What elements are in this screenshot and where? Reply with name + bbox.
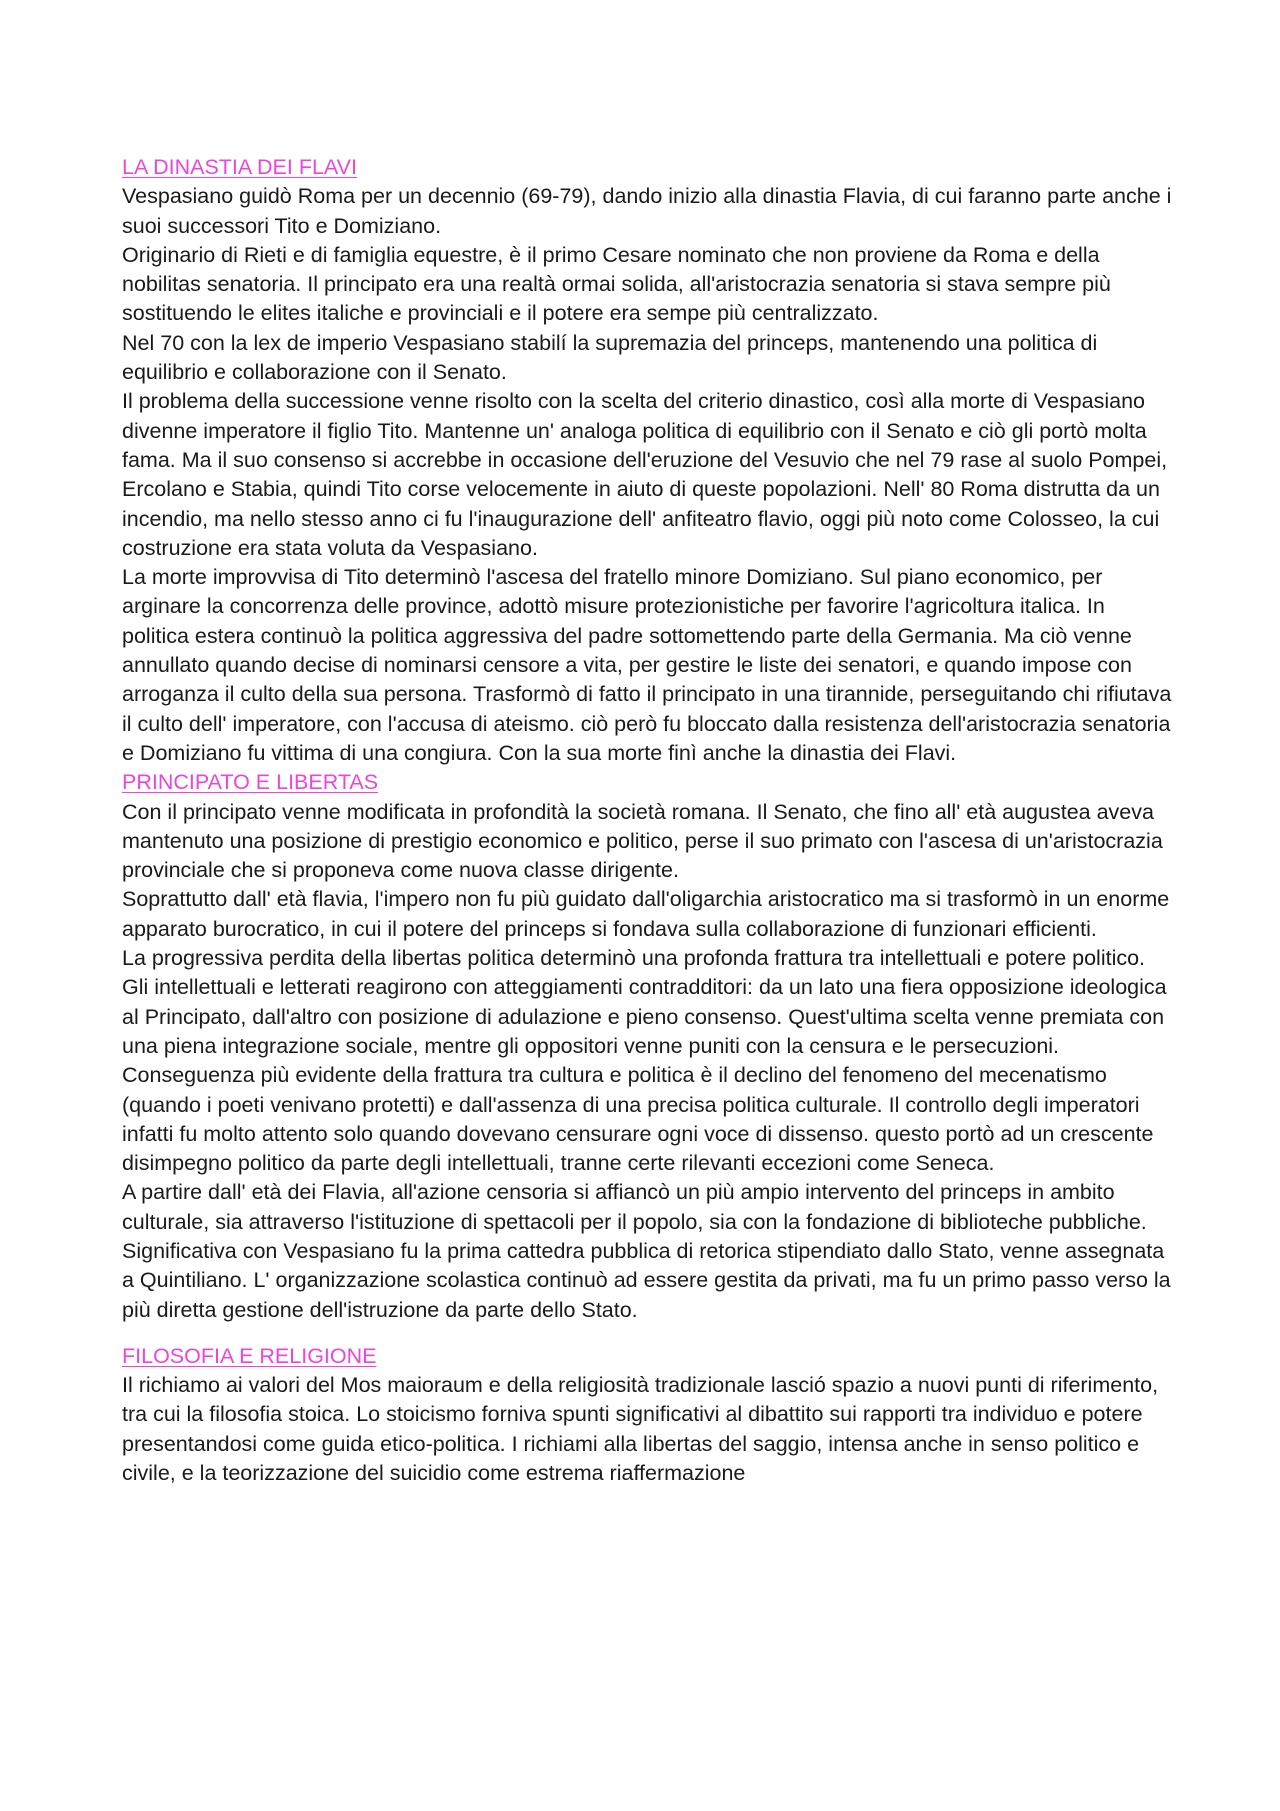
paragraph: Nel 70 con la lex de imperio Vespasiano stabilí la supremazia del princeps, mantenendo una politica di equilibrio e collaborazione con il Senato.	[122, 330, 1098, 385]
paragraph: Il problema della successione venne risolto con la scelta del criterio dinastico, così alla morte di Vespasiano divenne imperatore il figlio Tito. Mantenne un' analoga politica di equilibrio con il Senato e ciò gli portò molta fama. Ma il suo consenso si accrebbe in occasione dell'eruzione del Vesuvio che nel 79 rase al suolo Pompei, Ercolano e Stabia, quindi Tito corse velocemente in aiuto di queste popolazioni. Nell' 80 Roma distrutta da un incendio, ma nello stesso anno ci fu l'inaugurazione dell' anfiteatro flavio, oggi più noto come Colosseo, la cui costruzione era stata voluta da Vespasiano.	[122, 389, 1168, 560]
paragraph: A partire dall' età dei Flavia, all'azione censoria si affiancò un più ampio intervento del princeps in ambito culturale, sia attraverso l'istituzione di spettacoli per il popolo, sia con la fondazione di biblioteche pubbliche.	[122, 1180, 1147, 1234]
paragraph: Con il principato venne modificata in profondità la società romana. Il Senato, che fino all' età augustea aveva mantenuto una posizione di prestigio economico e politico, perse il suo primato con l'ascesa di un'aristocrazia provinciale che si proponeva come nuova classe dirigente.	[122, 799, 1163, 883]
paragraph: Il richiamo ai valori del Mos maioraum e della religiosità tradizionale lasció spazio a nuovi punti di riferimento, tra cui la filosofia stoica. Lo stoicismo forniva spunti significativi al dibattito sui rapporti tra individuo e potere presentandosi come guida etico-politica. I richiami alla libertas del saggio, intensa anche in senso politico e civile, e la teorizzazione del suicidio come estrema riaffermazione	[122, 1373, 1159, 1486]
paragraph: La progressiva perdita della libertas politica determinò una profonda frattura tra intellettuali e potere politico. Gli intellettuali e letterati reagirono con atteggiamenti contradditori: da un lato una fiera opposizione ideologica al Principato, dall'altro con posizione di adulazione e pieno consenso. Quest'ultima scelta venne premiata con una piena integrazione sociale, mentre gli oppositori venne puniti con la censura e le persecuzioni.	[122, 946, 1167, 1058]
section-filosofia-religione	[122, 1342, 1172, 1488]
section-principato-libertas	[122, 768, 1172, 1325]
section-heading: PRINCIPATO E LIBERTAS	[122, 770, 379, 795]
paragraph: Conseguenza più evidente della frattura tra cultura e politica è il declino del fenomeno del mecenatismo (quando i poeti venivano protetti) e dall'assenza di una precisa politica culturale. Il controllo degli imperatori infatti fu molto attento solo quando dovevano censurare ogni voce di dissenso. questo portò ad un crescente disimpegno politico da parte degli intellettuali, tranne certe rilevanti eccezioni come Seneca.	[122, 1063, 1154, 1176]
paragraph: Vespasiano guidò Roma per un decennio (69-79), dando inizio alla dinastia Flavia, di cui faranno parte anche i suoi successori Tito e Domiziano.	[122, 184, 1172, 238]
section-dinastia-flavi	[122, 153, 1172, 768]
paragraph: Significativa con Vespasiano fu la prima cattedra pubblica di retorica stipendiato dallo Stato, venne assegnata a Quintiliano. L' organizzazione scolastica continuò ad essere gestita da privati, ma fu un primo passo verso la più diretta gestione dell'istruzione da parte dello Stato.	[122, 1238, 1171, 1322]
section-heading: FILOSOFIA E RELIGIONE	[122, 1343, 377, 1368]
document-page	[122, 153, 1172, 1488]
section-heading: LA DINASTIA DEI FLAVI	[122, 155, 357, 179]
paragraph: La morte improvvisa di Tito determinò l'ascesa del fratello minore Domiziano. Sul piano economico, per arginare la concorrenza delle province, adottò misure protezionistiche per favorire l'agricoltura italica. In politica estera continuò la politica aggressiva del padre sottomettendo parte della Germania. Ma ciò venne annullato quando decise di nominarsi censore a vita, per gestire le liste dei senatori, e quando impose con arroganza il culto della sua persona. Trasformò di fatto il principato in una tirannide, perseguitando chi rifiutava il culto dell' imperatore, con l'accusa di ateismo. ciò però fu bloccato dalla resistenza dell'aristocrazia senatoria e Domiziano fu vittima di una congiura. Con la sua morte finì anche la dinastia dei Flavi.	[122, 565, 1172, 765]
paragraph: Soprattutto dall' età flavia, l'impero non fu più guidato dall'oligarchia aristocratico ma si trasformò in un enorme apparato burocratico, in cui il potere del princeps si fondava sulla collaborazione di funzionari efficienti.	[122, 887, 1170, 941]
section-spacer	[122, 1325, 1172, 1342]
paragraph: Originario di Rieti e di famiglia equestre, è il primo Cesare nominato che non proviene da Roma e della nobilitas senatoria. Il principato era una realtà ormai solida, all'aristocrazia senatoria si stava sempre più sostituendo le elites italiche e provinciali e il potere era sempe più centralizzato.	[122, 242, 1111, 326]
